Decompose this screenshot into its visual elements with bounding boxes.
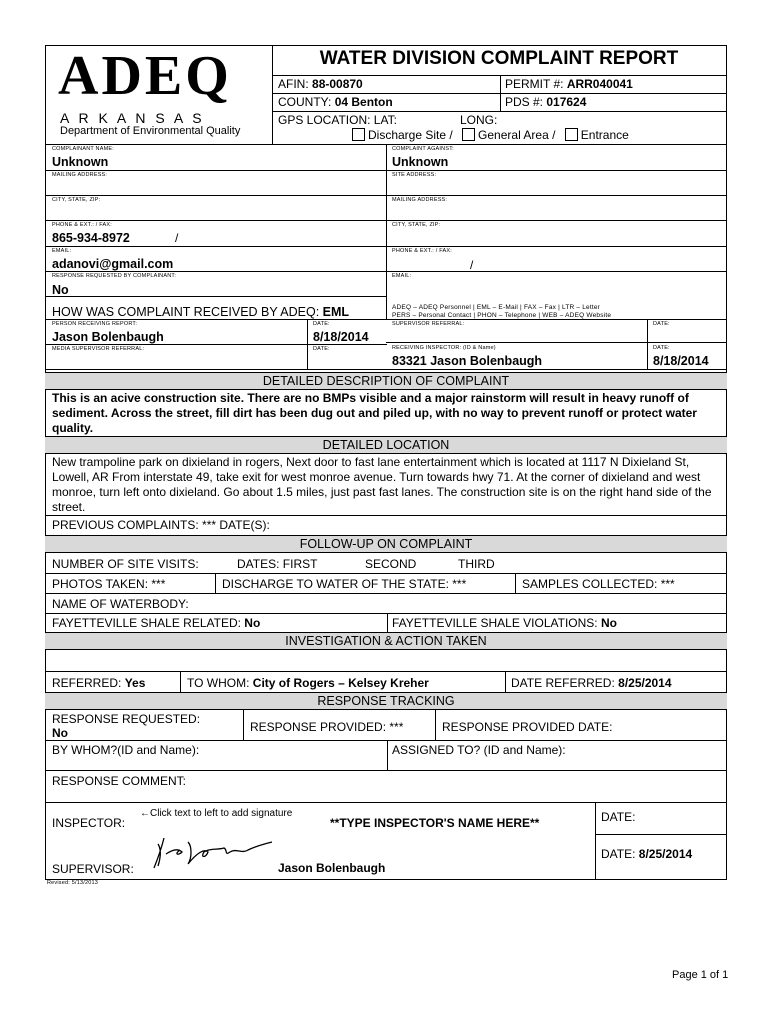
county-field[interactable]: COUNTY: 04 Benton bbox=[278, 95, 393, 109]
photos-taken: PHOTOS TAKEN: *** bbox=[52, 577, 166, 591]
logo-text: ADEQ bbox=[58, 45, 232, 107]
complainant-fax-slash: / bbox=[175, 231, 179, 245]
gps-lat-label: GPS LOCATION: LAT: bbox=[278, 113, 397, 127]
response-provided: RESPONSE PROVIDED: *** bbox=[250, 720, 404, 734]
page-number: Page 1 of 1 bbox=[672, 969, 729, 981]
discharge-site-checkbox[interactable] bbox=[352, 128, 365, 141]
assigned-to: ASSIGNED TO? (ID and Name): bbox=[392, 743, 566, 757]
received-date[interactable]: 8/18/2014 bbox=[313, 330, 369, 344]
complainant-phone-label: PHONE & EXT.: / FAX: bbox=[52, 222, 112, 228]
receiving-inspector[interactable]: 83321 Jason Bolenbaugh bbox=[392, 354, 543, 368]
entrance-checkbox[interactable] bbox=[565, 128, 578, 141]
logo-state: A R K A N S A S bbox=[60, 110, 205, 126]
inspector-date-label: DATE: bbox=[653, 345, 670, 351]
dates-third-label: THIRD bbox=[458, 557, 495, 571]
inspector-name-placeholder[interactable]: **TYPE INSPECTOR'S NAME HERE** bbox=[330, 816, 540, 830]
general-area-checkbox[interactable] bbox=[462, 128, 475, 141]
dates-second-label: SECOND bbox=[365, 557, 417, 571]
against-city-label: CITY, STATE, ZIP: bbox=[392, 222, 441, 228]
location-text[interactable]: New trampoline park on dixieland in rogers, Next door to fast lane entertainment which is located at 1117 N Dixieland St, Lowell, AR From interstate 49, take exit for west monroe avenue. Turn towards hwy 71. At the corner of dixieland and west monroe, turn left onto dixieland. Go about 1.5 miles, just past fast lanes. The construction site is on the right hand side of the street. bbox=[52, 455, 712, 514]
supervisor-referral-label: SUPERVISOR REFERRAL: bbox=[392, 321, 465, 327]
against-phone-label: PHONE & EXT.: / FAX: bbox=[392, 248, 452, 254]
previous-complaints: PREVIOUS COMPLAINTS: *** DATE(S): bbox=[52, 518, 270, 532]
adeq-logo bbox=[50, 45, 270, 140]
afin-field[interactable]: AFIN: 88-00870 bbox=[278, 77, 363, 91]
shale-violations: FAYETTEVILLE SHALE VIOLATIONS: No bbox=[392, 616, 617, 630]
complainant-email[interactable]: adanovi@gmail.com bbox=[52, 257, 174, 271]
site-visits-label: NUMBER OF SITE VISITS: bbox=[52, 557, 199, 571]
against-name[interactable]: Unknown bbox=[392, 155, 449, 169]
permit-value: ARR040041 bbox=[566, 77, 633, 91]
site-address-label: SITE ADDRESS: bbox=[392, 172, 437, 178]
against-mailing-label: MAILING ADDRESS: bbox=[392, 197, 448, 203]
received-method-value[interactable]: EML bbox=[322, 305, 350, 319]
permit-field[interactable]: PERMIT #: ARR040041 bbox=[505, 77, 633, 91]
complainant-city-label: CITY, STATE, ZIP: bbox=[52, 197, 101, 203]
response-comment: RESPONSE COMMENT: bbox=[52, 774, 187, 788]
media-supervisor-label: MEDIA SUPERVISOR REFERRAL: bbox=[52, 346, 145, 352]
response-heading: RESPONSE TRACKING bbox=[45, 692, 727, 710]
media-date-label: DATE: bbox=[313, 346, 330, 352]
gps-long-label: LONG: bbox=[460, 113, 498, 127]
inspector-label: INSPECTOR: bbox=[52, 816, 126, 830]
waterbody-name: NAME OF WATERBODY: bbox=[52, 597, 189, 611]
person-receiving[interactable]: Jason Bolenbaugh bbox=[52, 330, 164, 344]
supervisor-date-label: DATE: bbox=[653, 321, 670, 327]
received-legend-1: ADEQ – ADEQ Personnel | EML – E-Mail | FAX – Fax | LTR – Letter bbox=[392, 304, 601, 311]
response-provided-date: RESPONSE PROVIDED DATE: bbox=[442, 720, 613, 734]
inspector-date-label-2: DATE: bbox=[601, 810, 636, 824]
supervisor-name[interactable]: Jason Bolenbaugh bbox=[278, 861, 386, 875]
complainant-phone[interactable]: 865-934-8972 bbox=[52, 231, 130, 245]
shale-violations-value[interactable]: No bbox=[600, 616, 617, 630]
referred-value[interactable]: Yes bbox=[124, 676, 146, 690]
complainant-name-label: COMPLAINANT NAME: bbox=[52, 146, 114, 152]
county-value: 04 Benton bbox=[334, 95, 393, 109]
complainant-email-label: EMAIL: bbox=[52, 248, 72, 254]
complainant-mailing-label: MAILING ADDRESS: bbox=[52, 172, 108, 178]
response-requested-value[interactable]: No bbox=[52, 283, 69, 297]
response-requested-value-2[interactable]: No bbox=[52, 726, 68, 740]
investigation-heading: INVESTIGATION & ACTION TAKEN bbox=[45, 632, 727, 650]
person-receiving-label: PERSON RECEIVING REPORT: bbox=[52, 321, 138, 327]
pds-field[interactable]: PDS #: 017624 bbox=[505, 95, 587, 109]
revised-date: Revised: 5/13/2013 bbox=[47, 880, 98, 886]
inspector-date[interactable]: 8/18/2014 bbox=[653, 354, 709, 368]
date-referred: DATE REFERRED: 8/25/2014 bbox=[511, 676, 672, 690]
supervisor-label: SUPERVISOR: bbox=[52, 862, 134, 876]
to-whom-value[interactable]: City of Rogers – Kelsey Kreher bbox=[252, 676, 429, 690]
dates-first-label: DATES: FIRST bbox=[237, 557, 318, 571]
description-heading: DETAILED DESCRIPTION OF COMPLAINT bbox=[45, 372, 727, 390]
supervisor-date: DATE: 8/25/2014 bbox=[601, 847, 693, 861]
by-whom: BY WHOM?(ID and Name): bbox=[52, 743, 200, 757]
receiving-inspector-label: RECEIVING INSPECTOR: (ID & Name) bbox=[392, 345, 496, 351]
against-email-label: EMAIL: bbox=[392, 273, 412, 279]
complainant-name[interactable]: Unknown bbox=[52, 155, 109, 169]
department-name: Department of Environmental Quality bbox=[60, 125, 241, 137]
pds-value: 017624 bbox=[546, 95, 587, 109]
against-fax-slash: / bbox=[470, 258, 474, 272]
against-name-label: COMPLAINT AGAINST: bbox=[392, 146, 454, 152]
samples-collected: SAMPLES COLLECTED: *** bbox=[522, 577, 675, 591]
date-referred-value[interactable]: 8/25/2014 bbox=[618, 676, 672, 690]
supervisor-signature bbox=[148, 834, 276, 874]
received-date-label: DATE: bbox=[313, 321, 330, 327]
response-requested-label-2: RESPONSE REQUESTED: bbox=[52, 712, 201, 726]
referred: REFERRED: Yes bbox=[52, 676, 146, 690]
followup-heading: FOLLOW-UP ON COMPLAINT bbox=[45, 535, 727, 553]
afin-value: 88-00870 bbox=[312, 77, 363, 91]
location-heading: DETAILED LOCATION bbox=[45, 436, 727, 454]
received-method: HOW WAS COMPLAINT RECEIVED BY ADEQ: EML bbox=[52, 305, 350, 319]
supervisor-date-value[interactable]: 8/25/2014 bbox=[638, 847, 693, 861]
description-text[interactable]: This is an acive construction site. There are no BMPs visible and a major rainstorm will result in heavy runoff of sediment. Across the street, fill dirt has been dug out and piled up, with no way to prevent runoff or protect water quality. bbox=[52, 391, 697, 435]
response-requested-label: RESPONSE REQUESTED BY COMPLAINANT: bbox=[52, 273, 177, 279]
received-legend-2: PERS – Personal Contact | PHON – Telephone | WEB – ADEQ Website bbox=[392, 312, 612, 319]
to-whom: TO WHOM: City of Rogers – Kelsey Kreher bbox=[187, 676, 429, 690]
shale-related-value[interactable]: No bbox=[244, 616, 261, 630]
report-title: WATER DIVISION COMPLAINT REPORT bbox=[319, 48, 679, 69]
inspector-signature-hint[interactable]: ←Click text to left to add signature bbox=[140, 808, 293, 819]
discharge-to-water: DISCHARGE TO WATER OF THE STATE: *** bbox=[222, 577, 467, 591]
shale-related: FAYETTEVILLE SHALE RELATED: No bbox=[52, 616, 261, 630]
location-type-row: Discharge Site / General Area / Entrance bbox=[352, 128, 629, 142]
arrow-left-icon: ← bbox=[140, 808, 150, 819]
